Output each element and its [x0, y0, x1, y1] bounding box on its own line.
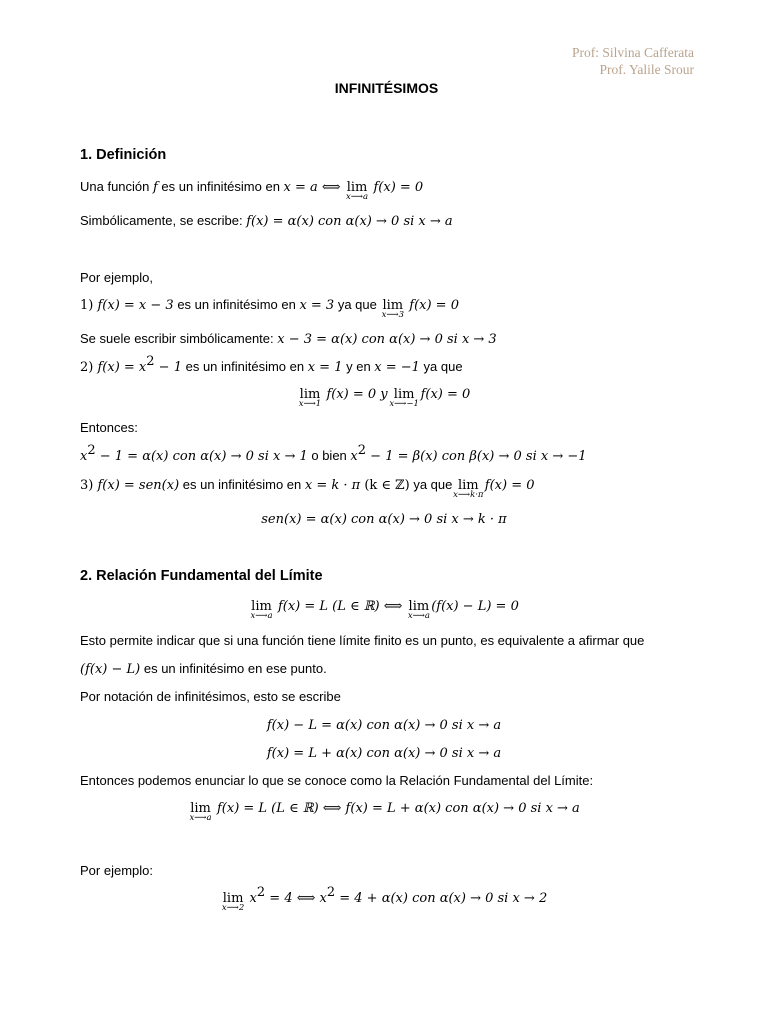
- example-1: [80, 297, 459, 320]
- math: (f(x) − L): [80, 662, 141, 677]
- math: f(x) = 0 y: [322, 387, 392, 402]
- math: f(x) = sen(x): [97, 478, 180, 493]
- text: Simbólicamente, se escribe:: [80, 213, 247, 228]
- math: x: [350, 449, 358, 464]
- exponent: 2: [87, 443, 96, 458]
- math: = 4 + α(x) con α(x) → 0 si x → 2: [335, 891, 548, 906]
- example-2-result: [80, 443, 587, 464]
- section-1-heading: 1. Definición: [80, 147, 167, 163]
- example-intro: Por ejemplo,: [80, 270, 153, 285]
- math: (f(x) − L) = 0: [431, 599, 519, 614]
- limit-word: lim: [251, 599, 272, 614]
- limit-operator: [381, 297, 404, 320]
- text: ya que: [409, 477, 456, 492]
- limit-word: lim: [457, 478, 479, 493]
- fundamental-equivalence: [0, 598, 768, 621]
- example-3: [80, 477, 535, 500]
- limit-word: lim: [346, 180, 368, 195]
- math: f(x) = α(x) con α(x) → 0 si x → a: [246, 214, 453, 229]
- equation-2: [0, 717, 768, 733]
- limit-operator: [389, 386, 419, 409]
- exponent: 2: [146, 354, 155, 369]
- limit-word: lim: [382, 298, 404, 313]
- exponent: 2: [326, 885, 336, 900]
- limit-word: lim: [222, 891, 244, 906]
- math: f(x) = x: [97, 360, 147, 375]
- math: f(x) = 0: [480, 478, 535, 493]
- item-number: 1): [80, 298, 98, 313]
- math: = 4 ⟺ x: [265, 891, 327, 906]
- limit-operator: [407, 598, 430, 621]
- paragraph-3: Por notación de infinitésimos, esto se escribe: [80, 689, 341, 704]
- limit-subscript: x⟶a: [346, 192, 369, 202]
- math: f(x) = x − 3: [97, 298, 174, 313]
- text: es un infinitésimo en: [181, 359, 308, 374]
- limit-subscript: x⟶2: [221, 903, 245, 913]
- example-1-symbolic: [80, 331, 497, 347]
- limit-subscript: x⟶k·π: [453, 490, 484, 500]
- math: x − 3 = α(x) con α(x) → 0 si x → 3: [277, 332, 497, 347]
- fundamental-relation: [0, 800, 768, 823]
- limit-operator: [298, 386, 322, 409]
- text: es un infinitésimo en: [157, 179, 284, 194]
- math: f(x) = 0: [416, 387, 471, 402]
- text: o bien: [307, 448, 351, 463]
- math: f(x) = 0: [369, 180, 424, 195]
- definition-line: [80, 179, 424, 202]
- text: Se suele escribir simbólicamente:: [80, 331, 278, 346]
- limit-subscript: x⟶3: [381, 310, 404, 320]
- math: x: [80, 449, 88, 464]
- limit-word: lim: [393, 387, 415, 402]
- math: x = k · π: [304, 478, 361, 493]
- item-number: 3): [80, 478, 98, 493]
- page-title: INFINITÉSIMOS: [334, 80, 439, 96]
- math: f(x) = 0: [405, 298, 459, 313]
- math: f(x) = L + α(x) con α(x) → 0 si x → a: [266, 746, 502, 761]
- limit-operator: [453, 477, 484, 500]
- math: − 1: [154, 360, 182, 375]
- math: f(x) − L = α(x) con α(x) → 0 si x → a: [266, 718, 502, 733]
- math: x = −1: [374, 360, 420, 375]
- example-2-limits: [0, 386, 768, 409]
- section-2-heading: 2. Relación Fundamental del Límite: [80, 568, 323, 584]
- math: x = 1: [307, 360, 343, 375]
- example-intro-2: Por ejemplo:: [80, 863, 153, 878]
- text: Una función: [80, 179, 153, 194]
- text: ya que: [334, 297, 381, 312]
- limit-subscript: x⟶a: [407, 611, 430, 621]
- limit-operator: [346, 179, 369, 202]
- author-line-2: Prof. Yalile Srour: [599, 62, 694, 77]
- author-line-1: Prof: Silvina Cafferata: [572, 45, 694, 60]
- math: x: [245, 891, 257, 906]
- item-number: 2): [80, 360, 98, 375]
- paragraph-2: [80, 661, 327, 677]
- limit-subscript: x⟶a: [250, 611, 273, 621]
- math: f(x) = L (L ∈ ℝ) ⟺ f(x) = L + α(x) con α(x) → 0 si x → a: [212, 801, 580, 816]
- text: es un infinitésimo en: [173, 297, 300, 312]
- math: (k ∈ ℤ): [360, 478, 410, 493]
- limit-word: lim: [299, 387, 321, 402]
- paragraph-1: Esto permite indicar que si una función tiene límite finito es un punto, es equivalente a afirmar que: [80, 633, 645, 648]
- example-3-result: [0, 511, 768, 527]
- math: f: [153, 180, 158, 195]
- limit-operator: [189, 800, 212, 823]
- symbolic-line: [80, 213, 453, 229]
- limit-operator: [250, 598, 273, 621]
- limit-word: lim: [190, 801, 211, 816]
- limit-subscript: x⟶a: [189, 813, 212, 823]
- exponent: 2: [357, 443, 367, 458]
- limit-word: lim: [408, 599, 430, 614]
- math: − 1 = β(x) con β(x) → 0 si x → −1: [366, 449, 587, 464]
- text: es un infinitésimo en ese punto.: [140, 661, 327, 676]
- limit-operator: [221, 890, 245, 913]
- math: sen(x) = α(x) con α(x) → 0 si x → k · π: [261, 512, 507, 527]
- example-2: [80, 354, 463, 375]
- limit-subscript: x⟶−1: [389, 399, 419, 409]
- entonces-label: Entonces:: [80, 420, 138, 435]
- equation-3: [0, 745, 768, 761]
- final-example: [0, 885, 768, 913]
- math: f(x) = L (L ∈ ℝ) ⟺: [273, 599, 407, 614]
- text: es un infinitésimo en: [179, 477, 305, 492]
- text: y en: [342, 359, 375, 374]
- exponent: 2: [256, 885, 266, 900]
- math: x = 3: [299, 298, 335, 313]
- math: x = a: [283, 180, 318, 195]
- text: ya que: [419, 359, 463, 374]
- limit-subscript: x⟶1: [298, 399, 322, 409]
- iff-symbol: ⟺: [317, 180, 345, 195]
- math: − 1 = α(x) con α(x) → 0 si x → 1: [95, 449, 308, 464]
- paragraph-4: Entonces podemos enunciar lo que se conoce como la Relación Fundamental del Límite:: [80, 773, 594, 788]
